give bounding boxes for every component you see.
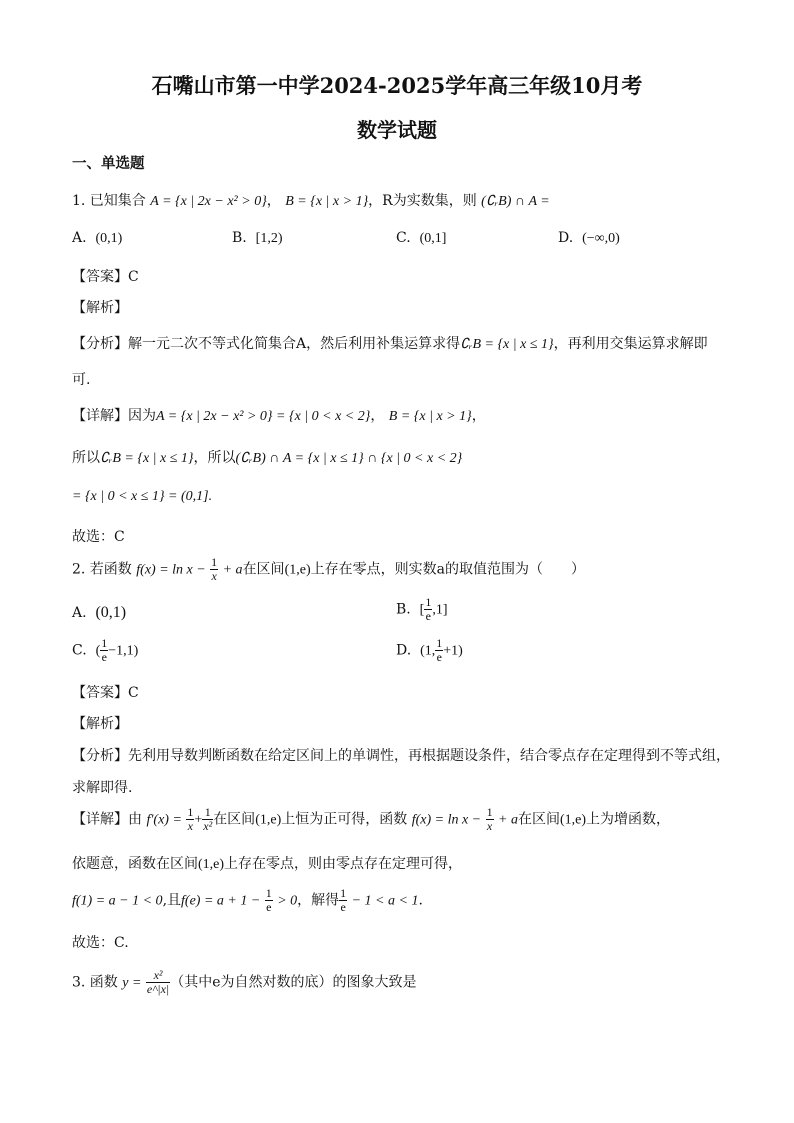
q1-comma: ， — [266, 193, 281, 209]
q1-answer: 【答案】C — [72, 269, 139, 285]
q1-fenxi-line2: 可. — [72, 372, 91, 388]
q2-detail-line2: 依题意，函数在区间(1,e)上存在零点，则由零点存在定理可得， — [72, 856, 463, 872]
document-subtitle: 数学试题 — [357, 118, 437, 142]
q2-fraction: $\frac{1}{x}$ — [211, 555, 218, 583]
q1-option-a: A. (0,1) — [72, 230, 123, 246]
q1-set-b: B = {x | x > 1} — [285, 194, 369, 209]
q2-stem: 2. 若函数 f(x) = ln x − $\frac{1}{x}$ + a在区间(1,e)上存在零点，则实数a的取值范围为（ ） — [72, 555, 585, 583]
section-heading: 一、单选题 — [72, 155, 145, 172]
q3-fraction: $\frac{\text{x²}}{e\^{}|x|}$ — [146, 968, 170, 996]
q1-set-a: A = {x | 2x − x² > 0} — [150, 194, 267, 209]
q1-option-b: B. [1,2) — [232, 230, 283, 246]
q1-expression: (∁ᵣB) ∩ A = — [481, 194, 550, 209]
q1-stem-prefix: 1. 已知集合 — [72, 193, 146, 209]
q1-option-c: C. (0,1] — [396, 230, 447, 246]
q1-analysis-heading: 【解析】 — [72, 300, 128, 316]
q1-stem — [72, 190, 550, 210]
q2-option-c: C. ( $\frac{1}{e}$ −1,1) — [72, 636, 139, 664]
q2-fenxi-line1: 【分析】先利用导数判断函数在给定区间上的单调性，再根据题设条件，结合零点存在定理得到不等式组， — [72, 748, 730, 764]
q2-conclusion: 故选：C. — [72, 935, 129, 951]
q1-conclusion: 故选：C — [72, 529, 125, 545]
q2-answer: 【答案】C — [72, 685, 139, 701]
q1-option-d: D. (−∞,0) — [558, 230, 620, 246]
q2-fenxi-line2: 求解即得. — [72, 780, 133, 796]
q2-option-a: A. (0,1) — [72, 604, 127, 621]
q2-detail-line3: f(1) = a − 1 < 0,且f(e) = a + 1 − $\frac{1}{e}$ > 0，解得 $\frac{1}{e}$ − 1 < a < 1. — [72, 886, 423, 914]
q2-analysis-heading: 【解析】 — [72, 716, 128, 732]
q1-detail-line3: = {x | 0 < x ≤ 1} = (0,1]. — [72, 489, 213, 504]
q3-stem: 3. 函数 y = $\frac{\text{x²}}{e\^{}|x|}$ （其中e为自然对数的底）的图象大致是 — [72, 968, 417, 996]
q1-fenxi-line1: 【分析】解一元二次不等式化简集合A，然后利用补集运算求得∁ᵣB = {x | x ≤ 1}，再利用交集运算求解即 — [72, 336, 708, 352]
q2-detail-line1: 【详解】由 f′(x) = $\frac{1}{x}$ + $\frac{1}{\text{x²}}$ 在区间(1,e)上恒为正可得，函数 f(x) = ln x − $\frac{1}{x}$ + a在区间(1,e)上为增函数， — [72, 805, 671, 833]
q2-option-b: B. [ $\frac{1}{e}$ ,1] — [396, 595, 448, 623]
q1-stem-mid: ，R为实数集，则 — [368, 193, 477, 209]
q1-detail-line2: 所以∁ᵣB = {x | x ≤ 1}，所以(∁ᵣB) ∩ A = {x | x ≤ 1} ∩ {x | 0 < x < 2} — [72, 450, 463, 466]
q1-detail-line1: 【详解】因为A = {x | 2x − x² > 0} = {x | 0 < x < 2}， B = {x | x > 1}， — [72, 408, 486, 424]
document-title: 石嘴山市第一中学2024-2025学年高三年级10月考 — [151, 73, 643, 98]
q2-option-d: D. (1, $\frac{1}{e}$ +1) — [396, 636, 463, 664]
